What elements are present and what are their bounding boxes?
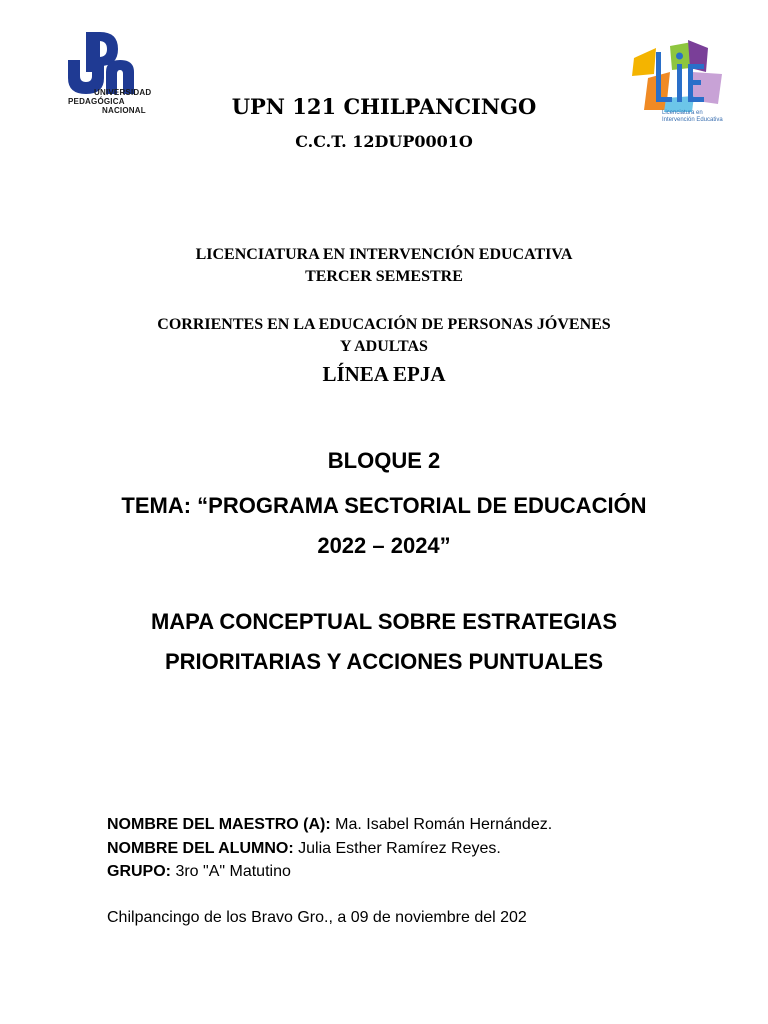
- topic-title: [0, 486, 768, 566]
- upn-text-line-1: UNIVERSIDAD: [94, 88, 152, 97]
- place-date: Chilpancingo de los Bravo Gro., a 09 de noviembre del 202: [107, 909, 527, 926]
- subject-line-1: CORRIENTES EN LA EDUCACIÓN DE PERSONAS JÓVENES: [157, 316, 611, 333]
- lie-logo: [630, 38, 730, 134]
- work-title-line-1: MAPA CONCEPTUAL SOBRE ESTRATEGIAS: [150, 609, 618, 634]
- lie-caption-line-2: Intervención Educativa: [662, 117, 723, 123]
- teacher-label: NOMBRE DEL MAESTRO (A):: [107, 816, 331, 833]
- teacher-row: [107, 816, 552, 834]
- semester: TERCER SEMESTRE: [305, 268, 463, 285]
- topic-line-2: 2022 – 2024”: [317, 533, 451, 558]
- program-name: LICENCIATURA EN INTERVENCIÓN EDUCATIVA: [195, 246, 573, 263]
- cct-code: C.C.T. 12DUP0001O: [295, 132, 473, 151]
- institution-name: UPN 121 CHILPANCINGO: [231, 94, 537, 119]
- student-row: [107, 840, 501, 858]
- lie-caption-line-1: Licenciatura en: [662, 110, 703, 116]
- teacher-name: Ma. Isabel Román Hernández.: [335, 816, 553, 833]
- block-number: BLOQUE 2: [327, 448, 441, 473]
- group-value: 3ro "A" Matutino: [175, 863, 291, 880]
- topic-line-1: TEMA: “PROGRAMA SECTORIAL DE EDUCACIÓN: [121, 493, 647, 518]
- subject-line-2: Y ADULTAS: [340, 338, 428, 355]
- student-label: NOMBRE DEL ALUMNO:: [107, 840, 294, 857]
- upn-text-line-2: PEDAGÓGICA: [68, 97, 125, 106]
- group-row: [107, 863, 291, 881]
- upn-text-line-3: NACIONAL: [102, 106, 146, 115]
- subject-block: [0, 314, 768, 358]
- track-name: LÍNEA EPJA: [322, 362, 446, 386]
- program-block: [0, 244, 768, 288]
- work-title: [0, 602, 768, 682]
- group-label: GRUPO:: [107, 863, 171, 880]
- work-title-line-2: PRIORITARIAS Y ACCIONES PUNTUALES: [164, 649, 603, 674]
- student-name: Julia Esther Ramírez Reyes.: [298, 840, 501, 857]
